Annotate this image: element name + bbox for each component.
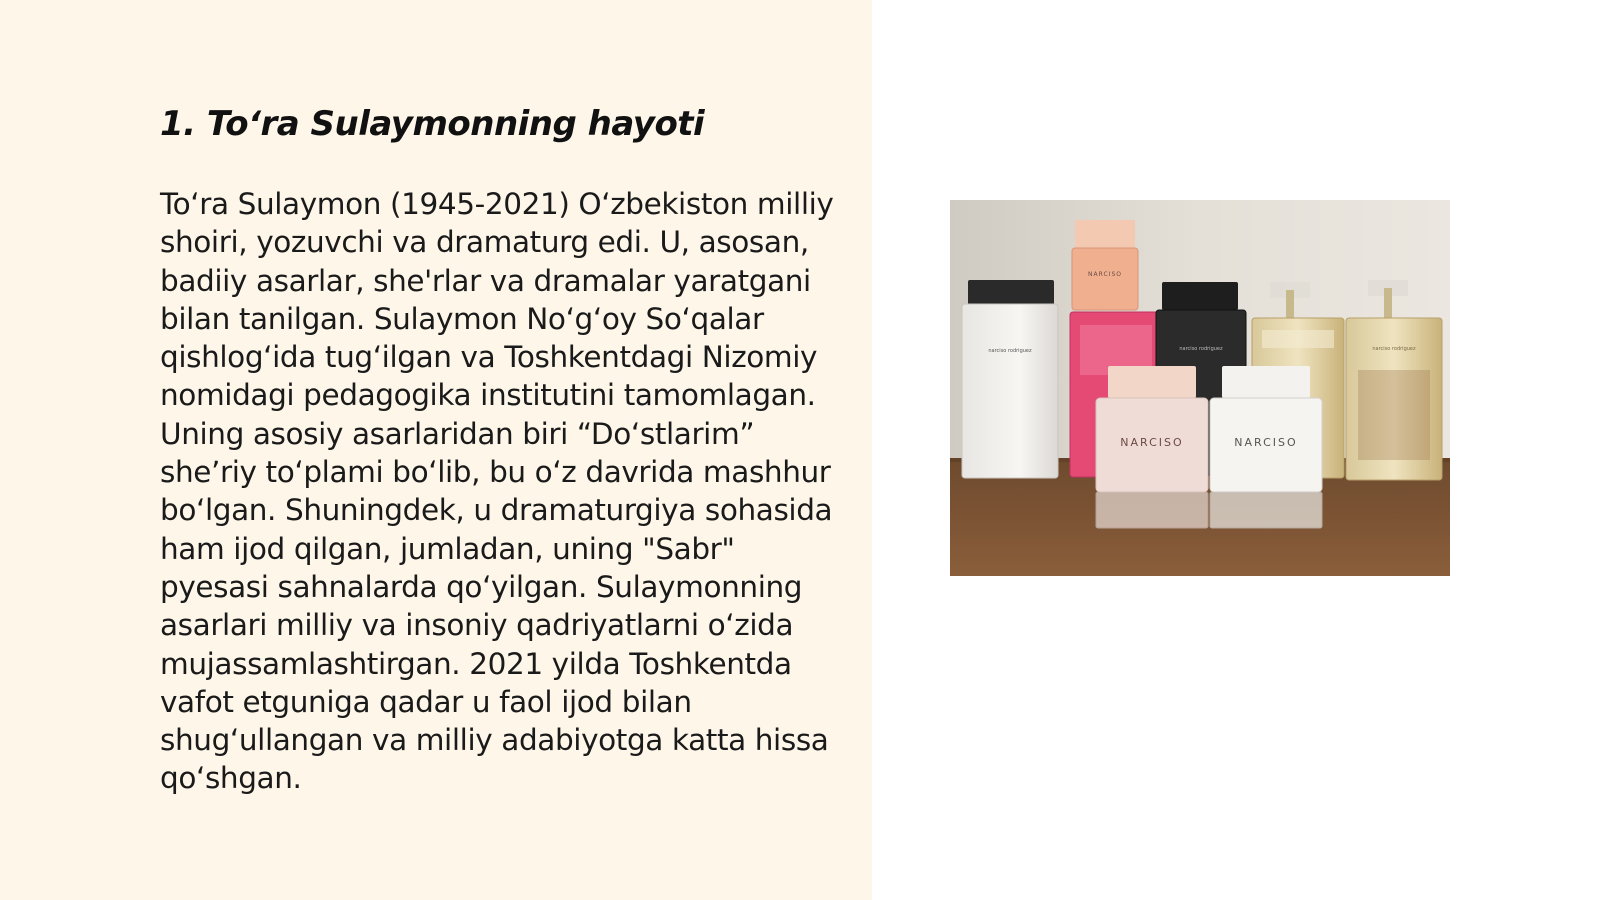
perfume-bottles-photo (950, 200, 1450, 576)
front-right-bottle (1210, 366, 1322, 528)
front-left-bottle (1096, 366, 1208, 528)
svg-text:narciso rodriguez: narciso rodriguez (1372, 346, 1416, 352)
perfume-bottles-illustration (950, 200, 1450, 576)
svg-text:NARCISO: NARCISO (1120, 436, 1184, 449)
svg-text:NARCISO: NARCISO (1088, 271, 1122, 278)
slide-body-text: To‘ra Sulaymon (1945-2021) O‘zbekiston milliy shoiri, yozuvchi va dramaturg edi. U, asosan, badiiy asarlar, she'rlar va dramalar yaratgani bilan tanilgan. Sulaymon No‘g‘oy So‘qalar qishlog‘ida tug‘ilgan va Toshkentdagi Nizomiy nomidagi pedagogika institutini tamomlagan. Uning asosiy asarlaridan biri “Do‘stlarim” she’riy to‘plami bo‘lib, bu o‘z davrida mashhur bo‘lgan. Shuningdek, u dramaturgiya sohasida ham ijod qilgan, jumladan, uning "Sabr" pyesasi sahnalarda qo‘yilgan. Sulaymonning asarlari milliy va insoniy qadriyatlarni o‘zida mujassamlashtirgan. 2021 yilda Toshkentda vafot etguniga qadar u faol ijod bilan shug‘ullangan va milliy adabiyotga katta hissa qo‘shgan. (160, 187, 834, 796)
svg-text:narciso rodriguez: narciso rodriguez (1179, 346, 1223, 352)
small-coral-bottle (1072, 220, 1138, 310)
slide-title: 1. To‘ra Sulaymonning hayoti (160, 104, 705, 144)
rear-white-bottle (962, 280, 1058, 478)
svg-text:NARCISO: NARCISO (1234, 436, 1298, 449)
svg-text:narciso rodriguez: narciso rodriguez (988, 348, 1032, 354)
